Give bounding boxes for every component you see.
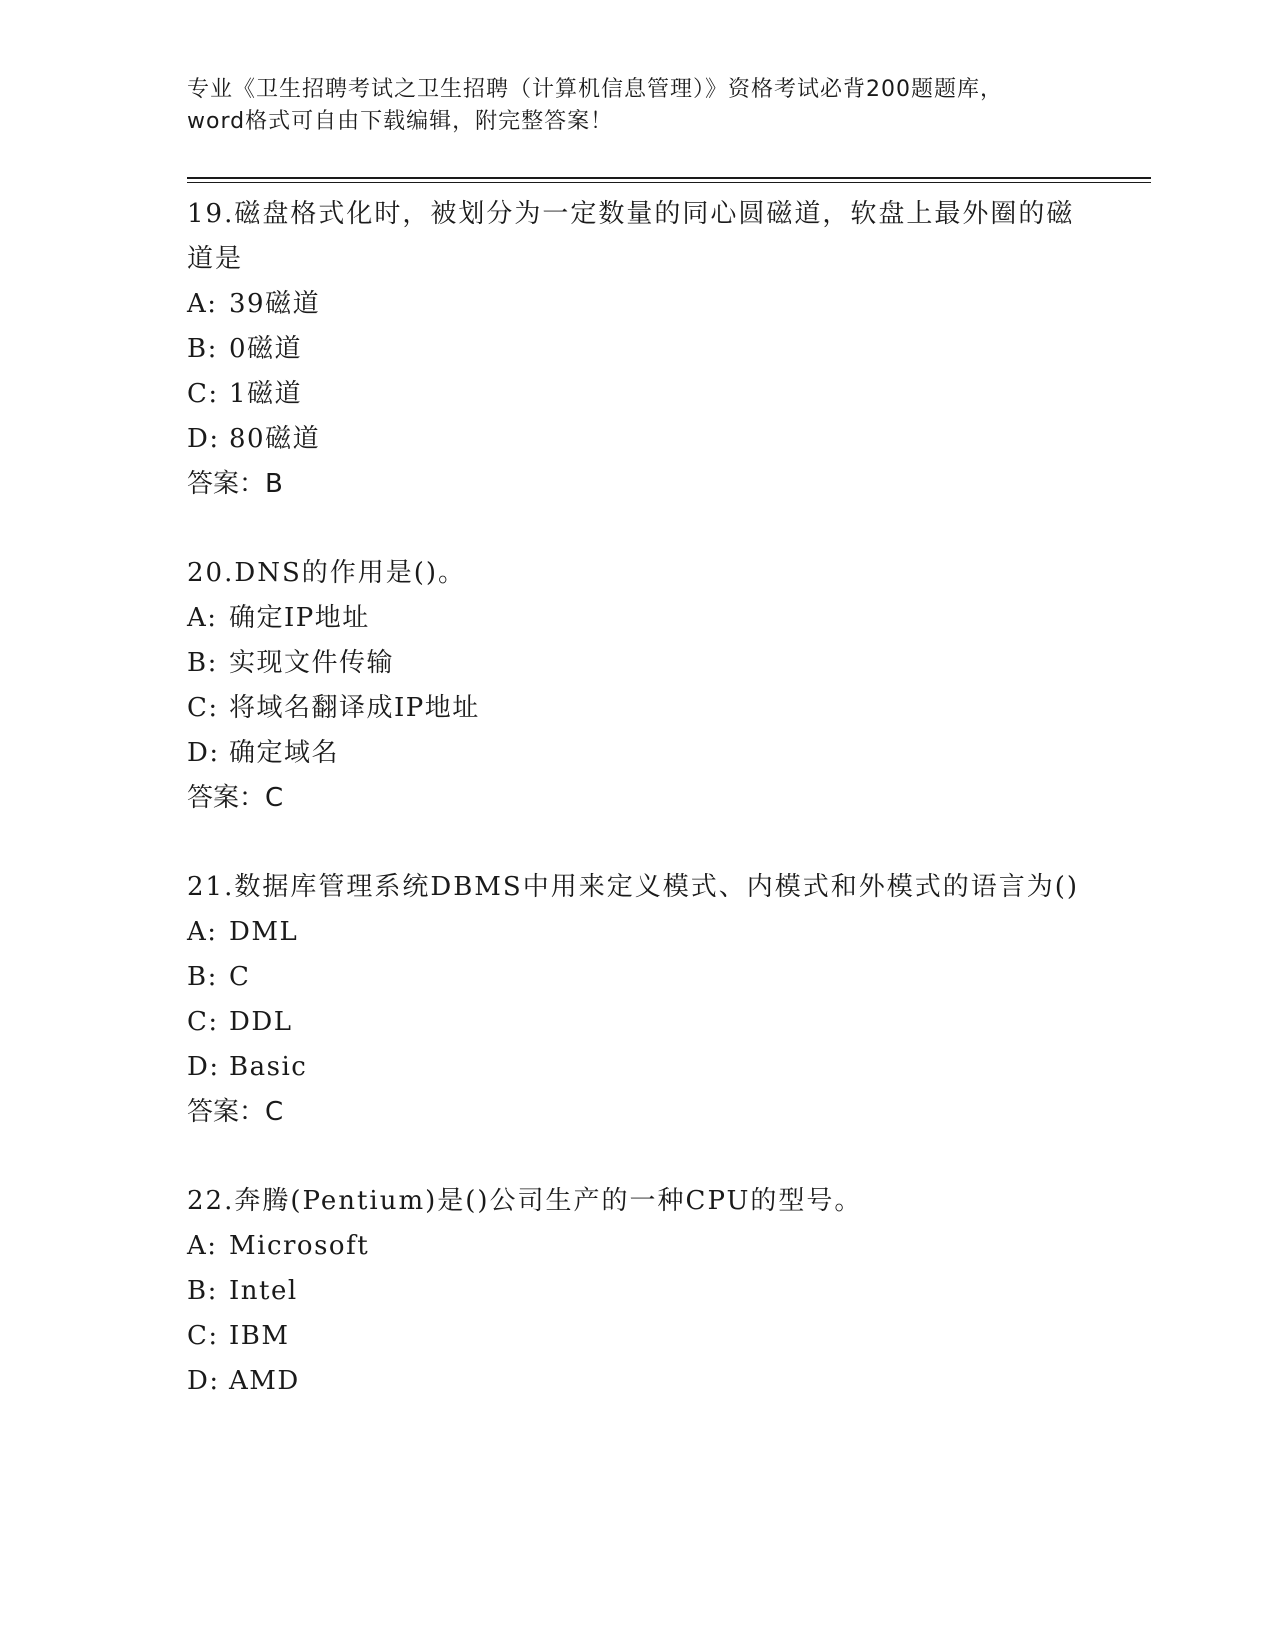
option-text: Microsoft <box>229 1231 370 1261</box>
option-letter: D: <box>187 1366 220 1396</box>
question-text: 20.DNS的作用是()。 <box>187 558 467 588</box>
option-text: 80磁道 <box>229 424 321 454</box>
option-text: 1磁道 <box>229 379 303 409</box>
option-a <box>187 1224 1087 1269</box>
question-22 <box>187 1179 1087 1404</box>
option-d <box>187 1045 1087 1090</box>
option-d <box>187 731 1087 776</box>
option-letter: A: <box>187 917 218 947</box>
question-text: 21.数据库管理系统DBMS中用来定义模式、内模式和外模式的语言为() <box>187 872 1080 902</box>
option-b <box>187 955 1087 1000</box>
option-a <box>187 596 1087 641</box>
option-letter: C: <box>187 693 219 723</box>
option-text: 确定IP地址 <box>229 603 370 633</box>
option-letter: B: <box>187 962 218 992</box>
header-divider-thick <box>187 177 1151 179</box>
question-list <box>187 192 1087 1448</box>
option-letter: A: <box>187 603 218 633</box>
option-letter: A: <box>187 1231 218 1261</box>
option-c <box>187 686 1087 731</box>
option-text: AMD <box>229 1366 300 1396</box>
option-text: C <box>229 962 251 992</box>
option-letter: A: <box>187 289 218 319</box>
option-text: DDL <box>229 1007 293 1037</box>
question-text: 22.奔腾(Pentium)是()公司生产的一种CPU的型号。 <box>187 1186 863 1216</box>
header-divider-thin <box>187 182 1151 183</box>
answer-line: 答案：C <box>187 783 284 813</box>
option-letter: C: <box>187 379 219 409</box>
header-line-1: 专业《卫生招聘考试之卫生招聘（计算机信息管理）》资格考试必背200题题库， <box>187 77 1003 102</box>
option-letter: C: <box>187 1007 219 1037</box>
option-c <box>187 1314 1087 1359</box>
option-b <box>187 641 1087 686</box>
option-d <box>187 417 1087 462</box>
option-b <box>187 1269 1087 1314</box>
option-letter: D: <box>187 738 220 768</box>
option-b <box>187 327 1087 372</box>
option-letter: B: <box>187 1276 218 1306</box>
option-text: IBM <box>229 1321 290 1351</box>
question-19 <box>187 192 1087 507</box>
option-text: Intel <box>229 1276 298 1306</box>
option-letter: D: <box>187 424 220 454</box>
option-text: DML <box>229 917 299 947</box>
option-c <box>187 1000 1087 1045</box>
option-c <box>187 372 1087 417</box>
question-21 <box>187 865 1087 1135</box>
option-text: 39磁道 <box>229 289 321 319</box>
answer-line: 答案：B <box>187 469 283 499</box>
option-text: 0磁道 <box>229 334 303 364</box>
option-letter: C: <box>187 1321 219 1351</box>
option-text: Basic <box>229 1052 308 1082</box>
option-letter: B: <box>187 648 218 678</box>
option-d <box>187 1359 1087 1404</box>
header-line-2: word格式可自由下载编辑，附完整答案！ <box>187 109 614 134</box>
answer-line: 答案：C <box>187 1097 284 1127</box>
option-text: 实现文件传输 <box>229 648 395 678</box>
option-letter: B: <box>187 334 218 364</box>
option-letter: D: <box>187 1052 220 1082</box>
option-text: 将域名翻译成IP地址 <box>229 693 480 723</box>
question-20 <box>187 551 1087 821</box>
document-header <box>187 74 1087 138</box>
option-text: 确定域名 <box>229 738 340 768</box>
question-text: 19.磁盘格式化时，被划分为一定数量的同心圆磁道，软盘上最外圈的磁道是 <box>187 199 1075 274</box>
option-a <box>187 910 1087 955</box>
option-a <box>187 282 1087 327</box>
